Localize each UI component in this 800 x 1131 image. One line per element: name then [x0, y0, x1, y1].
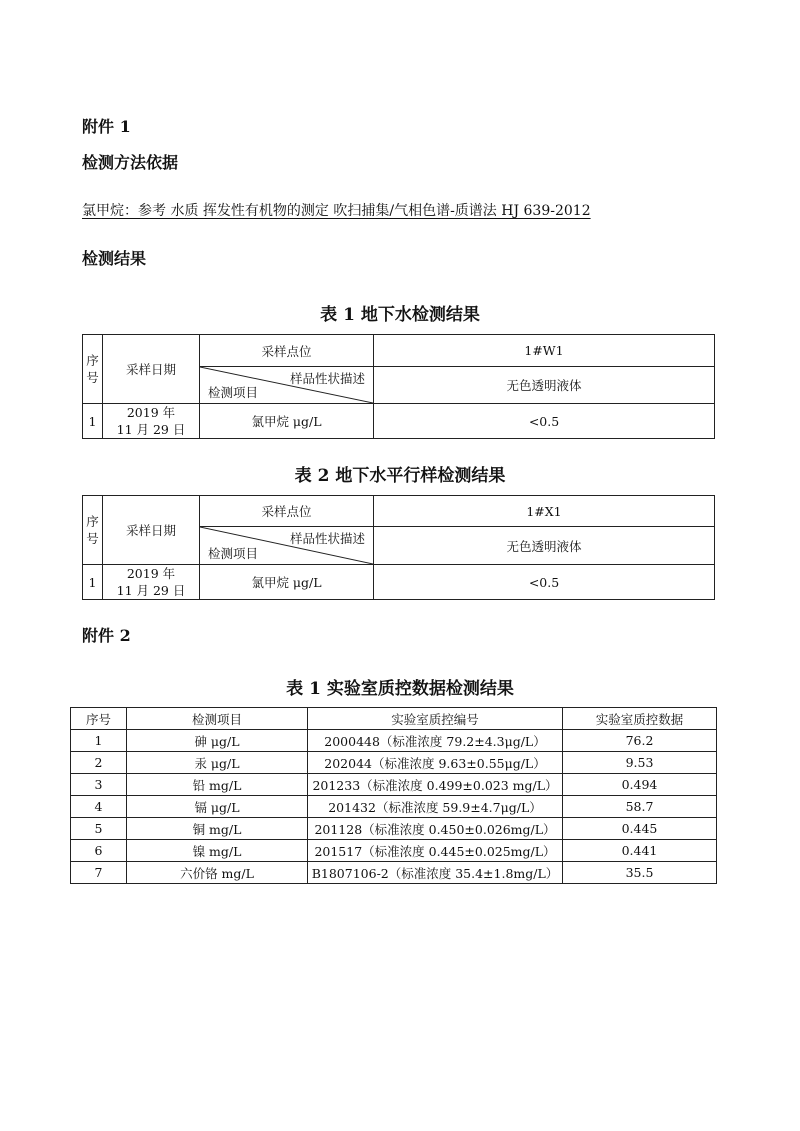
qc-cell-data: 0.445 [563, 818, 717, 840]
table1-desc-value: 无色透明液体 [374, 367, 715, 404]
table-row [71, 840, 717, 862]
table2-header-date: 采样日期 [103, 496, 200, 565]
qc-cell-code: 201517（标准浓度 0.445±0.025mg/L） [308, 840, 563, 862]
qc-cell-item: 镉 μg/L [127, 796, 308, 818]
qc-table-caption: 表 1 实验室质控数据检测结果 [286, 679, 514, 699]
qc-header-code: 实验室质控编号 [308, 708, 563, 730]
method-section-heading: 检测方法依据 [82, 153, 179, 172]
qc-cell-item: 六价铬 mg/L [127, 862, 308, 884]
qc-cell-seq: 1 [71, 730, 127, 752]
qc-cell-seq: 4 [71, 796, 127, 818]
table2-header-item: 检测项目 [208, 546, 259, 561]
qc-cell-item: 铅 mg/L [127, 774, 308, 796]
qc-cell-item: 铜 mg/L [127, 818, 308, 840]
method-reference: 氯甲烷：参考 水质 挥发性有机物的测定 吹扫捕集/气相色谱-质谱法 HJ 639-2012 [82, 203, 591, 219]
table2-caption: 表 2 地下水平行样检测结果 [294, 466, 506, 486]
table1-point-value: 1#W1 [374, 335, 715, 367]
table1-diagonal-header [200, 367, 374, 404]
table1 [82, 334, 715, 439]
table1-header-item: 检测项目 [208, 385, 259, 400]
qc-cell-code: 201128（标准浓度 0.450±0.026mg/L） [308, 818, 563, 840]
attachment2-title: 附件 2 [82, 626, 131, 645]
table1-row-seq: 1 [83, 404, 103, 439]
qc-cell-code: 201432（标准浓度 59.9±4.7μg/L） [308, 796, 563, 818]
qc-cell-data: 9.53 [563, 752, 717, 774]
qc-cell-item: 镍 mg/L [127, 840, 308, 862]
qc-cell-code: B1807106-2（标准浓度 35.4±1.8mg/L） [308, 862, 563, 884]
table2-header-seq: 序号 [83, 496, 103, 565]
table1-header-seq: 序号 [83, 335, 103, 404]
table-row [71, 730, 717, 752]
qc-cell-data: 76.2 [563, 730, 717, 752]
table2-diagonal-header [200, 527, 374, 565]
table2-desc-value: 无色透明液体 [374, 527, 715, 565]
qc-cell-code: 202044（标准浓度 9.63±0.55μg/L） [308, 752, 563, 774]
table1-header-date: 采样日期 [103, 335, 200, 404]
table2-row-seq: 1 [83, 565, 103, 600]
table1-header-desc: 样品性状描述 [289, 371, 365, 386]
table-row [83, 565, 715, 600]
qc-header-seq: 序号 [71, 708, 127, 730]
table1-row-date: 2019 年 11 月 29 日 [103, 404, 200, 439]
qc-cell-item: 汞 μg/L [127, 752, 308, 774]
table-row [71, 774, 717, 796]
qc-cell-data: 58.7 [563, 796, 717, 818]
table2-row-result: <0.5 [374, 565, 715, 600]
qc-cell-data: 0.494 [563, 774, 717, 796]
qc-cell-seq: 5 [71, 818, 127, 840]
table2-point-value: 1#X1 [374, 496, 715, 527]
attachment1-title: 附件 1 [82, 117, 131, 136]
qc-cell-code: 2000448（标准浓度 79.2±4.3μg/L） [308, 730, 563, 752]
qc-cell-seq: 6 [71, 840, 127, 862]
table1-header-point: 采样点位 [200, 335, 374, 367]
qc-cell-seq: 3 [71, 774, 127, 796]
table-row [83, 404, 715, 439]
qc-cell-data: 0.441 [563, 840, 717, 862]
table2-row-date: 2019 年 11 月 29 日 [103, 565, 200, 600]
qc-header-item: 检测项目 [127, 708, 308, 730]
qc-cell-code: 201233（标准浓度 0.499±0.023 mg/L） [308, 774, 563, 796]
qc-cell-data: 35.5 [563, 862, 717, 884]
table1-row-item: 氯甲烷 μg/L [200, 404, 374, 439]
table1-caption: 表 1 地下水检测结果 [320, 305, 480, 325]
table-row [71, 818, 717, 840]
table2 [82, 495, 715, 600]
table2-row-item: 氯甲烷 μg/L [200, 565, 374, 600]
table2-header-desc: 样品性状描述 [289, 531, 365, 546]
table2-header-point: 采样点位 [200, 496, 374, 527]
qc-table [70, 707, 717, 884]
table1-row-result: <0.5 [374, 404, 715, 439]
results-section-heading: 检测结果 [82, 249, 147, 268]
table-row [71, 796, 717, 818]
qc-cell-seq: 2 [71, 752, 127, 774]
table-row [71, 752, 717, 774]
qc-header-data: 实验室质控数据 [563, 708, 717, 730]
qc-cell-item: 砷 μg/L [127, 730, 308, 752]
qc-cell-seq: 7 [71, 862, 127, 884]
table-row [71, 862, 717, 884]
